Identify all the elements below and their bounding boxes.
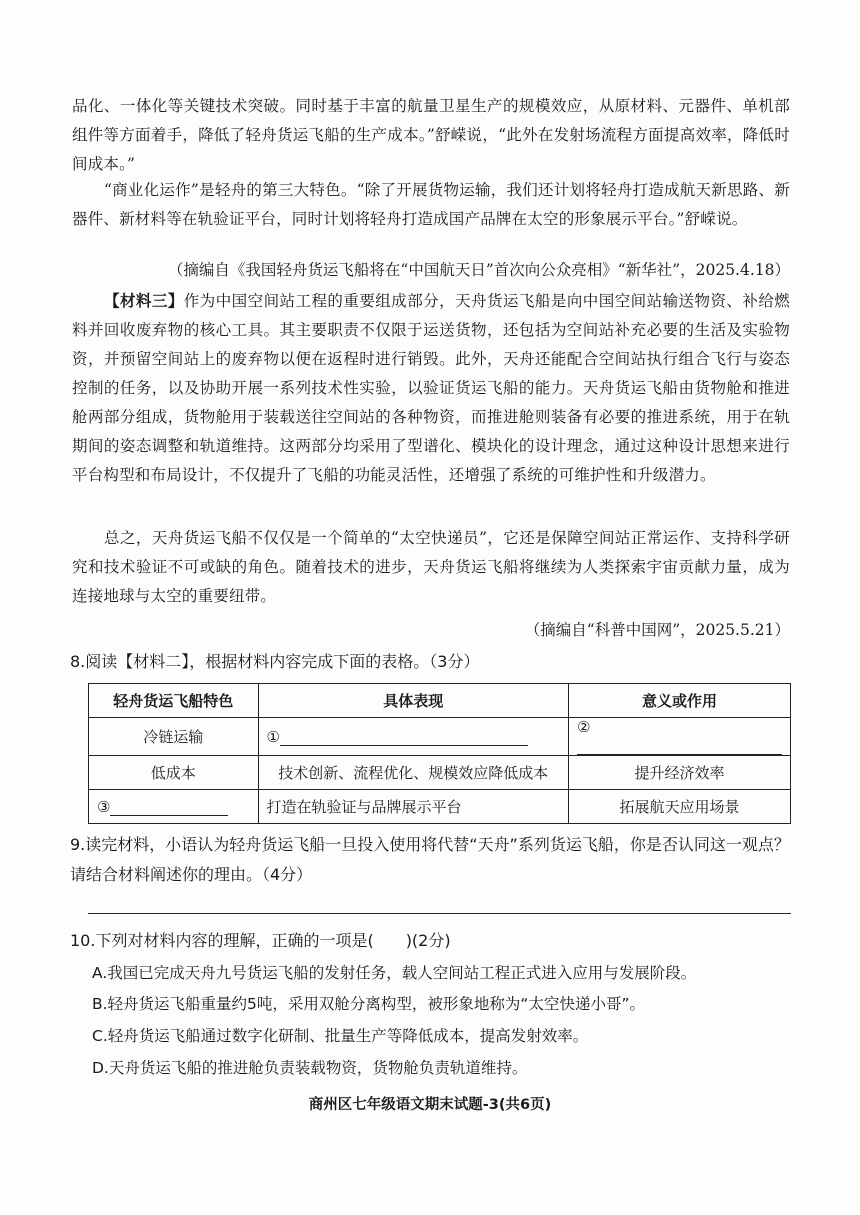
material-three-paragraph xyxy=(72,286,790,490)
question-10-option-a: A.我国已完成天舟九号货运飞船的发射任务，载人空间站工程正式进入应用与发展阶段。 xyxy=(92,964,697,982)
table-row xyxy=(89,756,791,790)
table-row xyxy=(89,718,791,756)
table-cell-feature: 低成本 xyxy=(89,756,259,790)
page-footer: 商州区七年级语文期末试题-3(共6页) xyxy=(308,1097,552,1113)
passage-paragraph-commercial: “商业化运作”是轻舟的第三大特色。“除了开展货物运输，我们还计划将轻舟打造成航天新思路、新器件、新材料等在轨验证平台，同时计划将轻舟打造成国产品牌在太空的形象展示平台。”舒嵘说。 xyxy=(72,181,790,228)
table-header-effect: 意义或作用 xyxy=(569,684,791,718)
fill-blank-line[interactable] xyxy=(577,736,782,755)
table-cell-effect: 拓展航天应用场景 xyxy=(569,790,791,824)
table-cell-detail: 打造在轨验证与品牌展示平台 xyxy=(258,790,569,824)
table-header-row xyxy=(89,684,791,718)
table-cell-effect: 提升经济效率 xyxy=(569,756,791,790)
question-9-stem: 9.读完材料，小语认为轻舟货运飞船一旦投入使用将代替“天舟”系列货运飞船，你是否认同这一观点？请结合材料阐述你的理由。（4分） xyxy=(70,835,790,884)
question-8-stem: 8.阅读【材料二】，根据材料内容完成下面的表格。（3分） xyxy=(70,652,480,671)
blank-marker: ① xyxy=(266,728,280,746)
table-header-feature: 轻舟货运飞船特色 xyxy=(89,684,259,718)
question-10-option-b: B.轻舟货运飞船重量约5吨，采用双舱分离构型，被形象地称为“太空快递小哥”。 xyxy=(92,995,645,1013)
question-9-answer-line[interactable] xyxy=(88,913,791,914)
table-cell-effect-blank[interactable] xyxy=(569,718,791,756)
blank-marker: ② xyxy=(577,718,591,736)
table-cell-feature-blank[interactable] xyxy=(89,790,259,824)
source-citation-material-two: （摘编自《我国轻舟货运飞船将在“中国航天日”首次向公众亮相》“新华社”，2025.4.18） xyxy=(167,261,790,279)
material-three-text: 作为中国空间站工程的重要组成部分，天舟货运飞船是向中国空间站输送物资、补给燃料并回收废弃物的核心工具。其主要职责不仅限于运送货物，还包括为空间站补充必要的生活及实验物资，并预留空间站上的废弃物以便在返程时进行销毁。此外，天舟还能配合空间站执行组合飞行与姿态控制的任务，以及协助开展一系列技术性实验，以验证货运飞船的能力。天舟货运飞船由货物舱和推进舱两部分组成，货物舱用于装载送往空间站的各种物资，而推进舱则装备有必要的推进系统，用于在轨期间的姿态调整和轨道维持。这两部分均采用了型谱化、模块化的设计理念，通过这种设计思想来进行平台构型和布局设计，不仅提升了飞船的功能灵活性，还增强了系统的可维护性和升级潜力。 xyxy=(72,292,790,484)
question-10-stem: 10.下列对材料内容的理解，正确的一项是( )(2分) xyxy=(70,931,451,950)
table-header-detail: 具体表现 xyxy=(258,684,569,718)
question-8-table xyxy=(88,683,791,824)
passage-paragraph-continued: 品化、一体化等关键技术突破。同时基于丰富的航量卫星生产的规模效应，从原材料、元器件、单机部组件等方面着手，降低了轻舟货运飞船的生产成本。”舒嵘说，“此外在发射场流程方面提高效率，降低时间成本。” xyxy=(72,97,790,173)
table-cell-detail-blank[interactable] xyxy=(258,718,569,756)
passage-paragraph-summary: 总之，天舟货运飞船不仅仅是一个简单的“太空快递员”，它还是保障空间站正常运作、支持科学研究和技术验证不可或缺的角色。随着技术的进步，天舟货运飞船将继续为人类探索宇宙贡献力量，成为连接地球与太空的重要纽带。 xyxy=(72,529,790,605)
table-cell-detail: 技术创新、流程优化、规模效应降低成本 xyxy=(258,756,569,790)
table-row xyxy=(89,790,791,824)
fill-blank-line[interactable] xyxy=(280,727,528,746)
question-10-option-d: D.天舟货运飞船的推进舱负责装载物资，货物舱负责轨道维持。 xyxy=(92,1059,528,1077)
fill-blank-line[interactable] xyxy=(110,797,228,816)
blank-marker: ③ xyxy=(97,798,111,816)
table-cell-feature: 冷链运输 xyxy=(89,718,259,756)
question-10-option-c: C.轻舟货运飞船通过数字化研制、批量生产等降低成本，提高发射效率。 xyxy=(92,1027,589,1045)
source-citation-material-three: （摘编自“科普中国网”，2025.5.21） xyxy=(524,621,790,639)
material-three-label: 【材料三】 xyxy=(104,291,184,310)
